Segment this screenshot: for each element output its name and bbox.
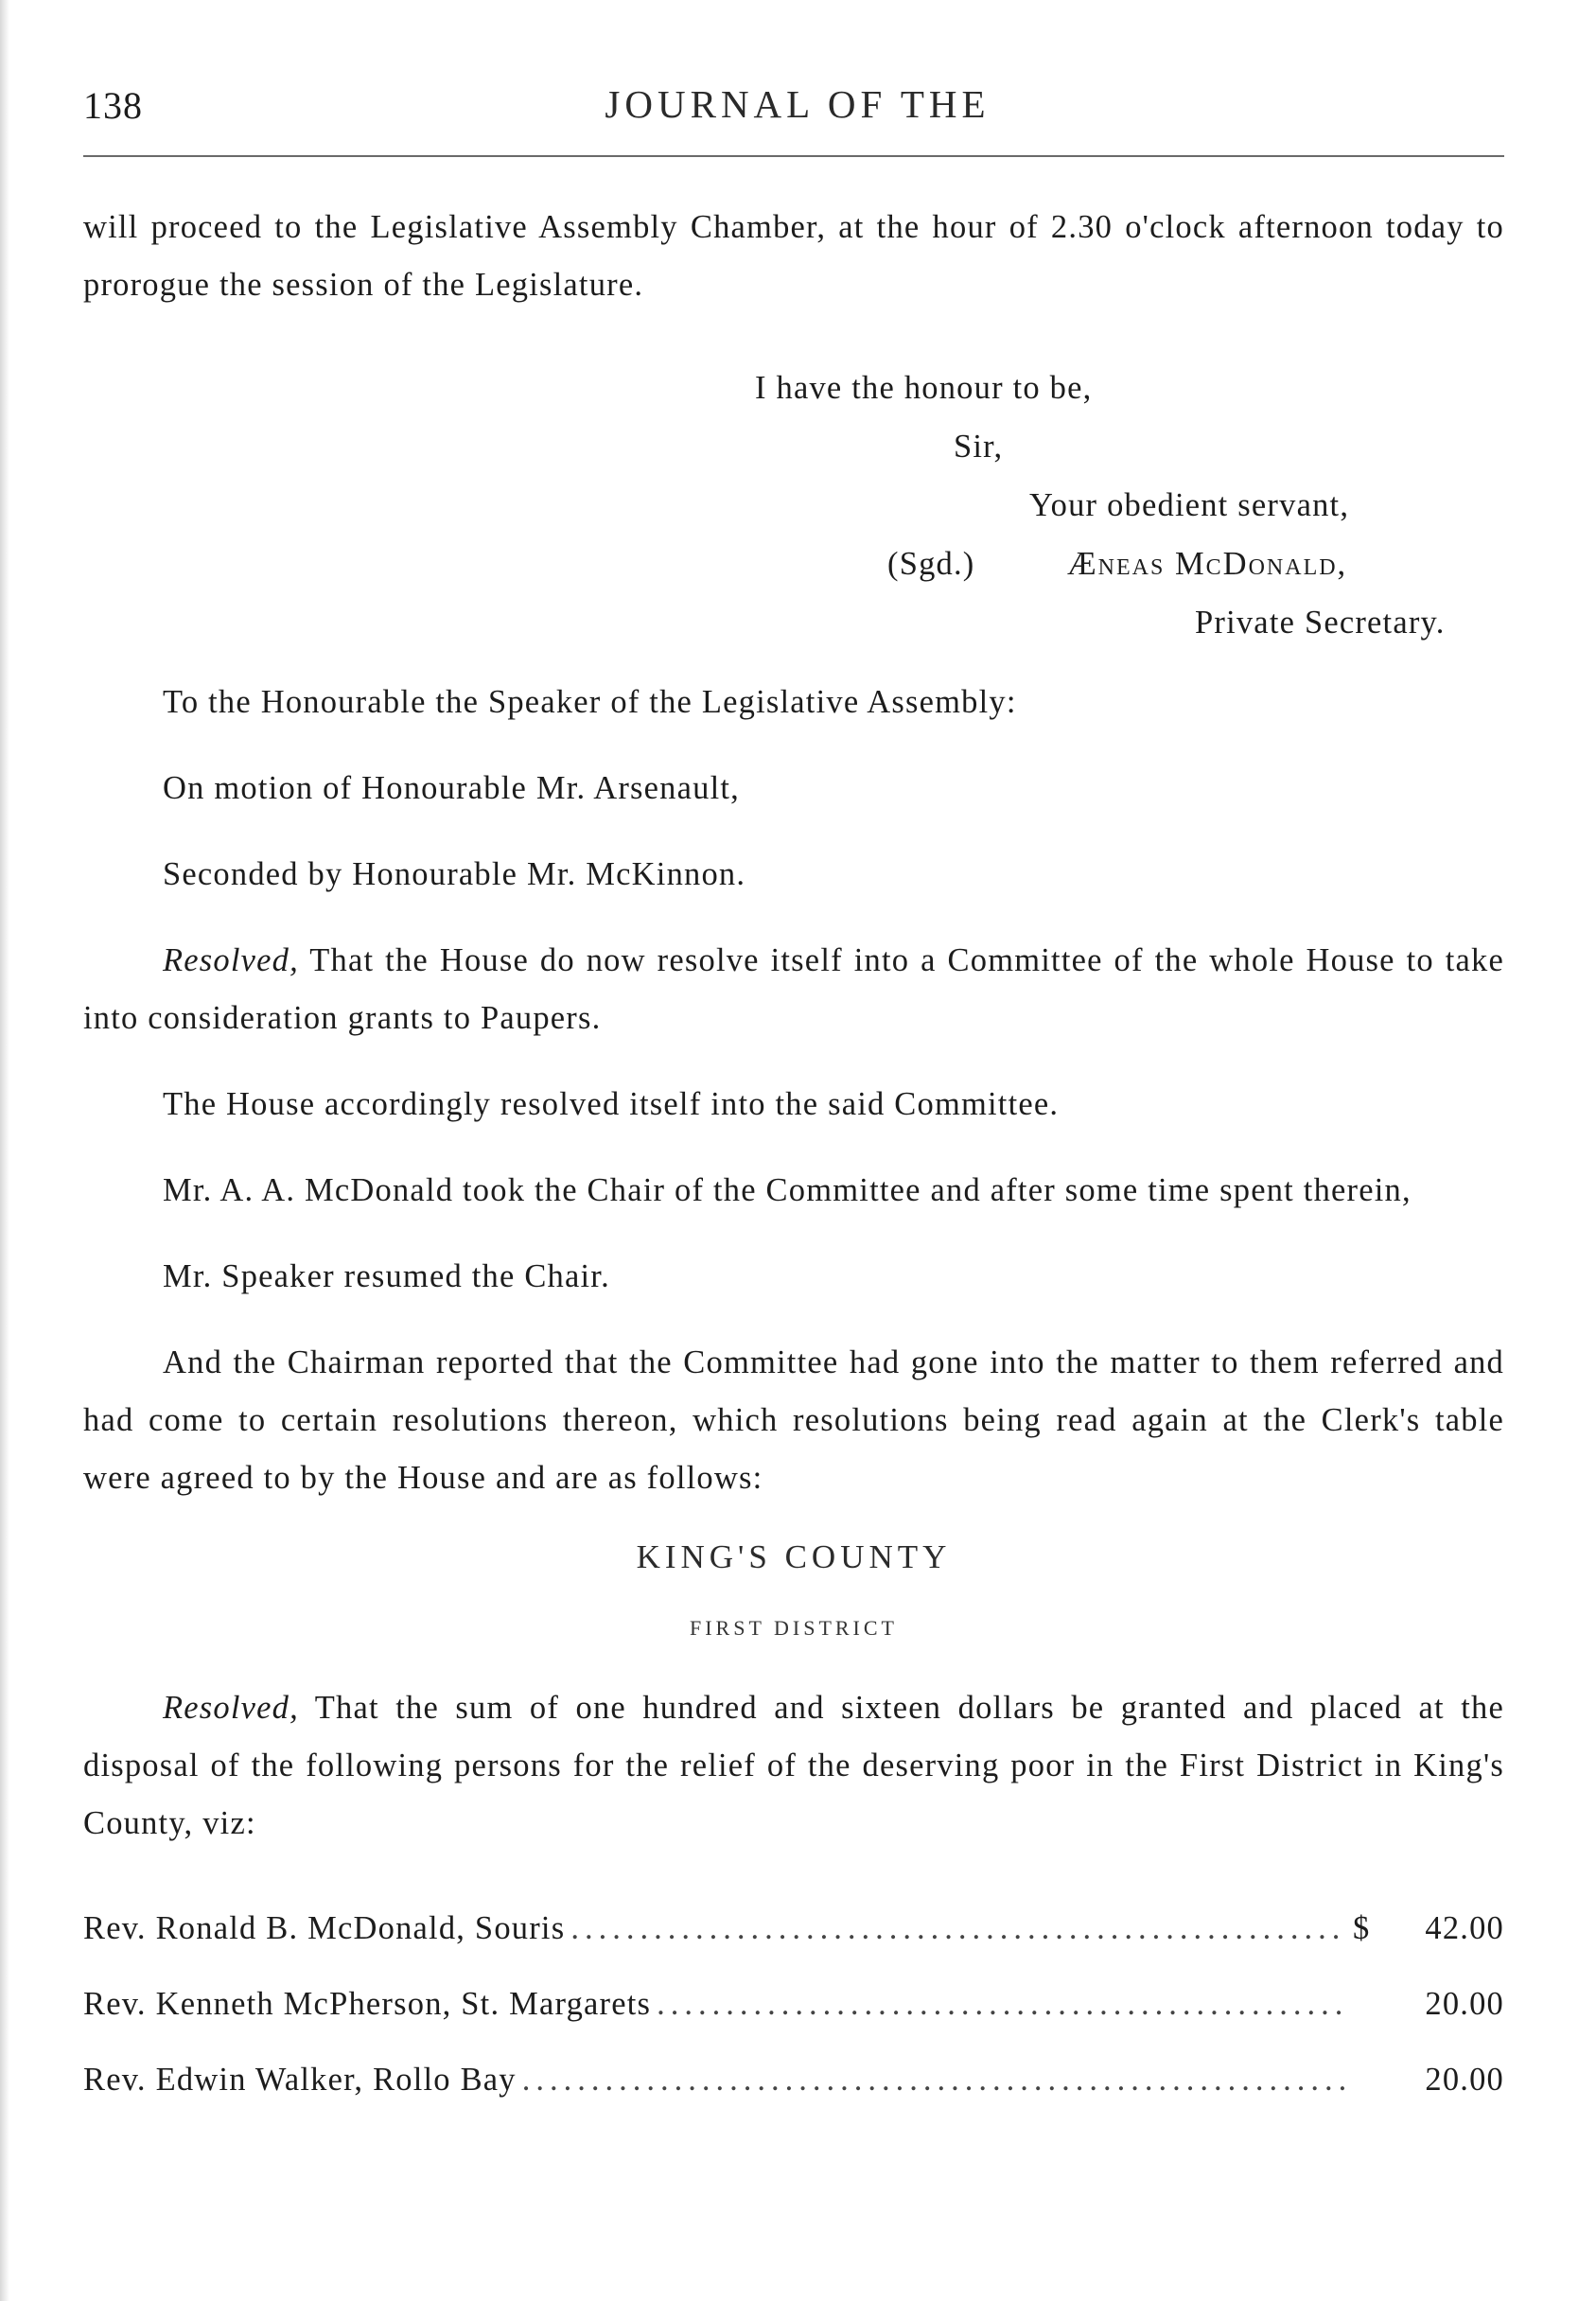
header-rule [83,155,1504,157]
journal-page [83,76,1512,2252]
closing-line-honour: I have the honour to be, [755,370,1093,406]
seconded-line: Seconded by Honourable Mr. McKinnon. [163,856,746,892]
grant-row [83,2042,1504,2117]
report-paragraph: And the Chairman reported that the Committee had gone into the matter to them referred and had come to certain resolutions thereon, which resolutions being read again at the Clerk's table were agreed to by the House and are as follows: [83,1344,1504,1496]
running-head: JOURNAL OF THE [605,82,991,126]
continuation-paragraph: will proceed to the Legislative Assembly Chamber, at the hour of 2.30 o'clock afternoon today to prorogue the session of the Legislature. [83,209,1504,303]
chair-paragraph: Mr. A. A. McDonald took the Chair of the Committee and after some time spent therein, [163,1172,1412,1208]
resolved-label: Resolved, [163,1690,299,1726]
grant-amount: 42.00 [1425,1910,1504,1946]
signer-title: Private Secretary. [1195,605,1446,641]
page-body [83,199,1504,2117]
page-edge-shadow [0,0,9,2301]
leader-dots [570,1890,1347,1966]
resolved-text: That the House do now resolve itself into a Committee of the whole House to take into consideration grants to Paupers. [83,942,1504,1036]
grant-currency: $ [1353,1910,1371,1946]
grant-recipient: Rev. Edwin Walker, Rollo Bay [83,2062,517,2098]
grant-recipient: Rev. Ronald B. McDonald, Souris [83,1910,566,1946]
address-line: To the Honourable the Speaker of the Legislative Assembly: [163,684,1017,720]
resolved-text: That the sum of one hundred and sixteen dollars be granted and placed at the disposal of the following persons for the relief of the deserving poor in the First District in King's County, viz: [83,1690,1504,1841]
resolved-paragraph-2 [83,1679,1504,1853]
page-header [83,76,1512,142]
speaker-paragraph: Mr. Speaker resumed the Chair. [163,1258,610,1294]
section-heading: KING'S COUNTY [636,1538,952,1575]
subsection-heading: FIRST DISTRICT [689,1616,898,1640]
closing-line-servant: Your obedient servant, [1029,487,1350,523]
accordingly-paragraph: The House accordingly resolved itself into the said Committee. [163,1086,1060,1122]
motion-line: On motion of Honourable Mr. Arsenault, [163,770,740,806]
grant-amount: 20.00 [1425,2062,1504,2098]
signed-mark: (Sgd.) [887,546,975,582]
letter-closing [83,333,1504,645]
grant-list [83,1890,1504,2117]
leader-dots [522,2042,1347,2117]
closing-line-sir: Sir, [954,429,1004,465]
grant-row [83,1890,1504,1966]
signer-name: Æneas McDonald, [1067,546,1348,582]
resolved-label: Resolved, [163,942,299,978]
page-number: 138 [83,84,143,127]
grant-amount: 20.00 [1425,1986,1504,2022]
resolved-paragraph-1 [83,932,1504,1047]
leader-dots [657,1966,1347,2042]
grant-row [83,1966,1504,2042]
grant-recipient: Rev. Kenneth McPherson, St. Margarets [83,1986,652,2022]
